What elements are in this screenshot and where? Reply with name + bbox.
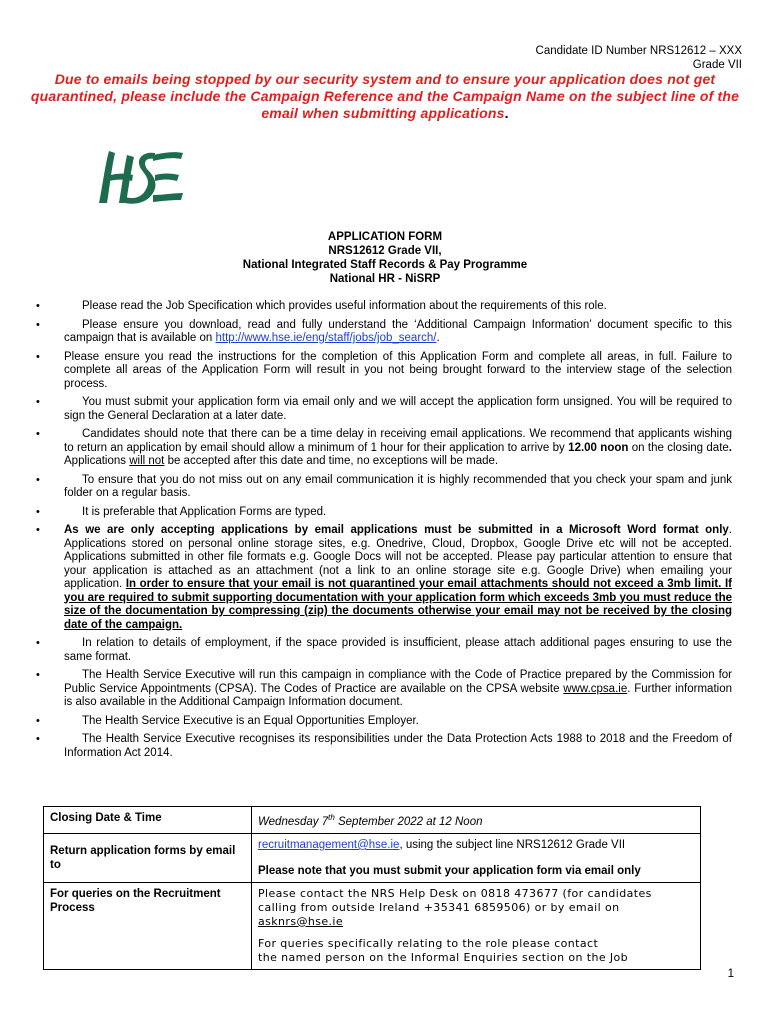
page-number: 1 [727, 968, 734, 980]
email-notice [30, 71, 740, 122]
application-info-table [43, 806, 701, 970]
closing-date-value: Wednesday 7th September 2022 at 12 Noon [252, 807, 701, 834]
list-item: • Please ensure you download, read and fully understand the ‘Additional Campaign Information’ document specific to this campaign that is available on http://www.hse.ie/eng/staff/jobs/job_search/. [36, 319, 732, 346]
form-title-line2: NRS12612 Grade VII, [328, 245, 442, 257]
hse-logo-icon [95, 145, 185, 207]
table-row [44, 833, 701, 882]
recruitment-queries-value: Please contact the NRS Help Desk on 0818 473677 (for candidates calling from outside Ireland +35341 6859506) or by email on asknrs@hse.ie For queries specifically relating to the role please contact the named person on the Informal Enquiries section on the Job [252, 882, 701, 969]
return-forms-label: Return application forms by email to [44, 833, 252, 882]
asknrs-email-link[interactable]: asknrs@hse.ie [258, 914, 344, 928]
closing-date-label: Closing Date & Time [44, 807, 252, 834]
recruitment-email-link[interactable]: recruitmanagement@hse.ie [258, 838, 400, 851]
list-item: • As we are only accepting applications by email applications must be submitted in a Microsoft Word format only. Applications stored on personal online storage sites, e.g. Onedrive, Cloud, Dropbox, Google Drive etc will not be accepted. Applications submitted in other file formats e.g. Google Docs will not be accepted. Please pay particular attention to ensure that your application is attached as an attachment (not a link to an online storage site e.g. Google Drive) when emailing your application. In order to ensure that your email is not quarantined your email attachments should not exceed a 3mb limit. If you are required to submit supporting documentation with your application form which exceeds 3mb you must reduce the size of the documentation by compressing (zip) the documents otherwise your email may not be received by the closing date of the campaign. [36, 524, 732, 632]
instruction-list [36, 300, 732, 765]
list-item: • Please ensure you read the instructions for the completion of this Application Form and complete all areas, in full. Failure to complete all areas of the Application Form will result in you not being brought forward to the interview stage of the selection process. [36, 351, 732, 392]
notice-text: Due to emails being stopped by our security system and to ensure your application does not get quarantined, please include the Campaign Reference and the Campaign Name on the subject line of the email when submitting applications [30, 71, 740, 121]
grade-label: Grade VII [692, 59, 742, 71]
form-title-line3: National Integrated Staff Records & Pay Programme [242, 259, 528, 271]
document-header [536, 44, 742, 72]
list-item: • To ensure that you do not miss out on any email communication it is highly recommended that you check your spam and junk folder on a regular basis. [36, 474, 732, 501]
table-row [44, 882, 701, 969]
return-forms-value: recruitmanagement@hse.ie, using the subject line NRS12612 Grade VII Please note that you must submit your application form via email only [252, 833, 701, 882]
table-row [44, 807, 701, 834]
list-item: • Candidates should note that there can be a time delay in receiving email applications. We recommend that applicants wishing to return an application by email should allow a minimum of 1 hour for their application to arrive by 12.00 noon on the closing date. Applications will not be accepted after this date and time, no exceptions will be made. [36, 428, 732, 469]
cpsa-link[interactable]: www.cpsa.ie [563, 682, 628, 695]
list-item: • The Health Service Executive will run this campaign in compliance with the Code of Practice prepared by the Commission for Public Service Appointments (CPSA). The Codes of Practice are available on the CPSA website www.cpsa.ie. Further information is also available in the Additional Campaign Information document. [36, 669, 732, 710]
form-title-line1: APPLICATION FORM [327, 231, 443, 243]
list-item: • It is preferable that Application Forms are typed. [36, 506, 732, 520]
form-title [0, 230, 770, 286]
list-item: • Please read the Job Specification which provides useful information about the requirements of this role. [36, 300, 732, 314]
list-item: • The Health Service Executive is an Equal Opportunities Employer. [36, 715, 732, 729]
notice-period: . [504, 105, 509, 121]
recruitment-queries-label: For queries on the Recruitment Process [44, 882, 252, 969]
form-title-line4: National HR - NiSRP [329, 273, 441, 285]
list-item: • In relation to details of employment, if the space provided is insufficient, please attach additional pages ensuring to use the same format. [36, 637, 732, 664]
list-item: • The Health Service Executive recognises its responsibilities under the Data Protection Acts 1988 to 2018 and the Freedom of Information Act 2014. [36, 733, 732, 760]
job-search-link[interactable]: http://www.hse.ie/eng/staff/jobs/job_search/ [215, 332, 437, 344]
candidate-id: Candidate ID Number NRS12612 – XXX [535, 45, 742, 57]
list-item: • You must submit your application form via email only and we will accept the application form unsigned. You will be required to sign the General Declaration at a later date. [36, 396, 732, 423]
